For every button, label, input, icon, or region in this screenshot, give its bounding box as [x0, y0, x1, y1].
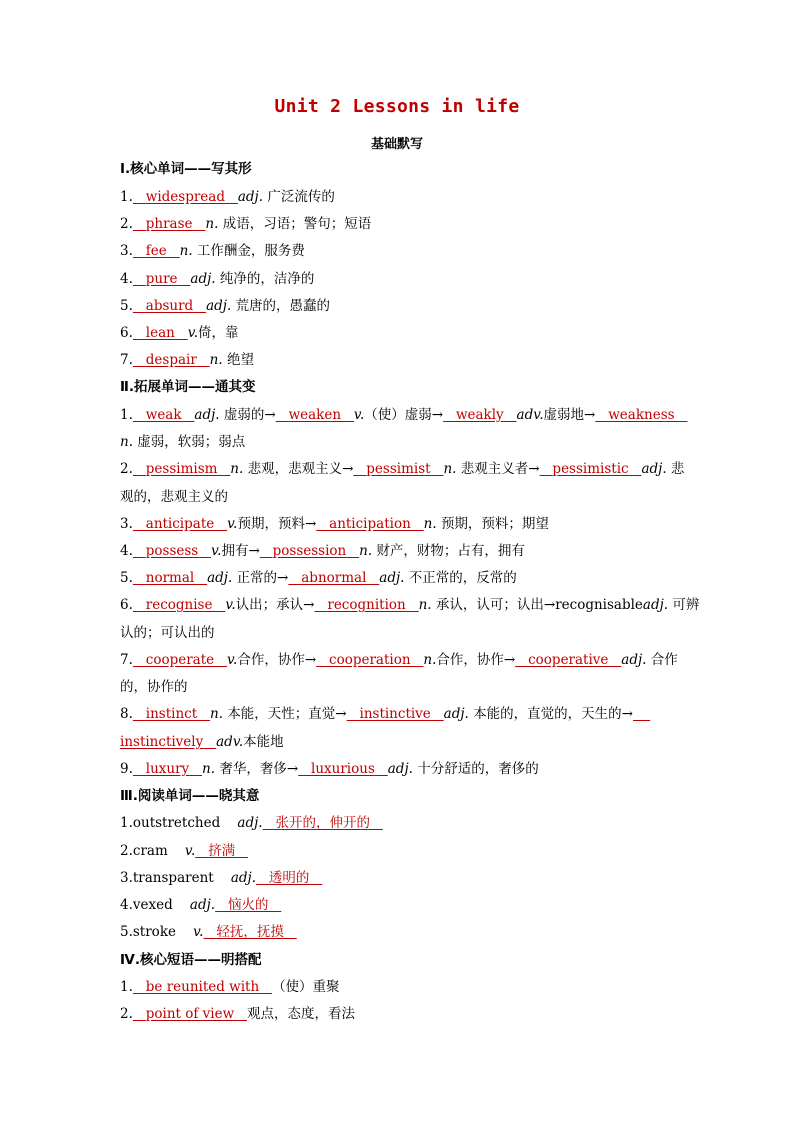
answer: cooperation — [329, 652, 411, 668]
answer: weaken — [288, 407, 342, 423]
answer: 透明的 — [268, 870, 310, 886]
answer: absurd — [145, 298, 194, 314]
section-heading-core-words: Ⅰ.核心单词——写其形 — [120, 161, 252, 177]
answer: recognise — [145, 597, 213, 613]
core-word-item: 4. pure adj. 纯净的，洁净的 — [120, 271, 315, 287]
answer: normal — [145, 570, 195, 586]
answer: recognition — [327, 597, 406, 613]
extended-word-item: 2. pessimism n. 悲观，悲观主义→ pessimist n. 悲观主义者→ pessimistic adj. 悲 — [120, 461, 685, 477]
extended-word-item-cont: 的，协作的 — [120, 679, 188, 695]
answer: instinctive — [359, 706, 431, 722]
answer: weakness — [608, 407, 675, 423]
core-word-item: 1. widespread adj. 广泛流传的 — [120, 189, 335, 205]
answer: luxurious — [311, 761, 375, 777]
core-word-item: 3. fee n. 工作酬金，服务费 — [120, 243, 305, 259]
answer: cooperate — [145, 652, 215, 668]
extended-word-item-cont: instinctively adv.本能地 — [120, 734, 284, 750]
section-heading-phrases: Ⅳ.核心短语——明搭配 — [120, 952, 262, 968]
answer: 恼火的 — [227, 897, 269, 913]
answer: luxury — [145, 761, 190, 777]
answer: widespread — [145, 189, 225, 205]
answer: possess — [145, 543, 199, 559]
extended-word-item: 9. luxury n. 奢华，奢侈→ luxurious adj. 十分舒适的，奢侈的 — [120, 761, 539, 777]
section-heading-reading-words: Ⅲ.阅读单词——晓其意 — [120, 788, 260, 804]
extended-word-item: 3. anticipate v.预期，预料→ anticipation n. 预期，预料；期望 — [120, 516, 549, 532]
answer: instinct — [145, 706, 198, 722]
answer: pessimist — [366, 461, 431, 477]
page-subtitle: 基础默写 — [370, 137, 423, 152]
answer: phrase — [145, 216, 193, 232]
extended-word-item: 4. possess v.拥有→ possession n. 财产，财物；占有，拥有 — [120, 543, 525, 559]
answer: pessimism — [145, 461, 218, 477]
answer: 张开的，伸开的 — [275, 815, 370, 831]
extended-word-item: 7. cooperate v.合作，协作→ cooperation n.合作，协作→ cooperative adj. 合作 — [120, 652, 678, 668]
extended-word-item-cont: 观的，悲观主义的 — [120, 489, 228, 505]
phrase-item: 2. point of view 观点，态度，看法 — [120, 1006, 356, 1022]
reading-word-item: 2.cram v. 挤满 — [120, 842, 680, 861]
core-word-item: 5. absurd adj. 荒唐的，愚蠢的 — [120, 298, 331, 314]
core-word-item: 6. lean v.倚，靠 — [120, 325, 239, 341]
section-heading-extended-words: Ⅱ.拓展单词——通其变 — [120, 379, 256, 395]
answer: cooperative — [528, 652, 609, 668]
answer: point of view — [145, 1006, 235, 1022]
answer: pure — [145, 271, 178, 287]
answer: anticipation — [329, 516, 411, 532]
answer: weakly — [455, 407, 504, 423]
answer: pessimistic — [552, 461, 629, 477]
answer: 轻抚，抚摸 — [216, 924, 284, 940]
reading-word-item: 5.stroke v. 轻抚，抚摸 — [120, 923, 680, 942]
reading-word-item: 3.transparent adj. 透明的 — [120, 869, 680, 888]
extended-word-item-cont: n. 虚弱，软弱；弱点 — [120, 434, 246, 450]
answer: 挤满 — [208, 843, 236, 859]
answer: be reunited with — [145, 979, 260, 995]
answer: lean — [145, 325, 175, 341]
answer: fee — [145, 243, 167, 259]
extended-word-item: 5. normal adj. 正常的→ abnormal adj. 不正常的，反常的 — [120, 570, 517, 586]
extended-word-item: 1. weak adj. 虚弱的→ weaken v.（使）虚弱→ weakly adv.虚弱地→ weakness — [120, 406, 680, 425]
answer: anticipate — [145, 516, 215, 532]
extended-word-item-cont: 认的；可认出的 — [120, 625, 215, 641]
reading-word-item: 1.outstretched adj. 张开的，伸开的 — [120, 814, 680, 833]
answer: instinctively — [120, 734, 204, 750]
answer: abnormal — [301, 570, 367, 586]
core-word-item: 2. phrase n. 成语，习语；警句；短语 — [120, 216, 372, 232]
answer: possession — [272, 543, 347, 559]
core-word-item: 7. despair n. 绝望 — [120, 352, 254, 368]
page-title: Unit 2 Lessons in life — [274, 96, 520, 117]
reading-word-item: 4.vexed adj. 恼火的 — [120, 896, 680, 915]
answer: despair — [145, 352, 197, 368]
answer: weak — [145, 407, 182, 423]
extended-word-item: 8. instinct n. 本能，天性；直觉→ instinctive adj. 本能的，直觉的，天生的→ — [120, 706, 633, 722]
phrase-item: 1. be reunited with （使）重聚 — [120, 979, 340, 995]
extended-word-item: 6. recognise v.认出；承认→ recognition n. 承认，认可；认出→recognisableadj. 可辨 — [120, 597, 700, 613]
